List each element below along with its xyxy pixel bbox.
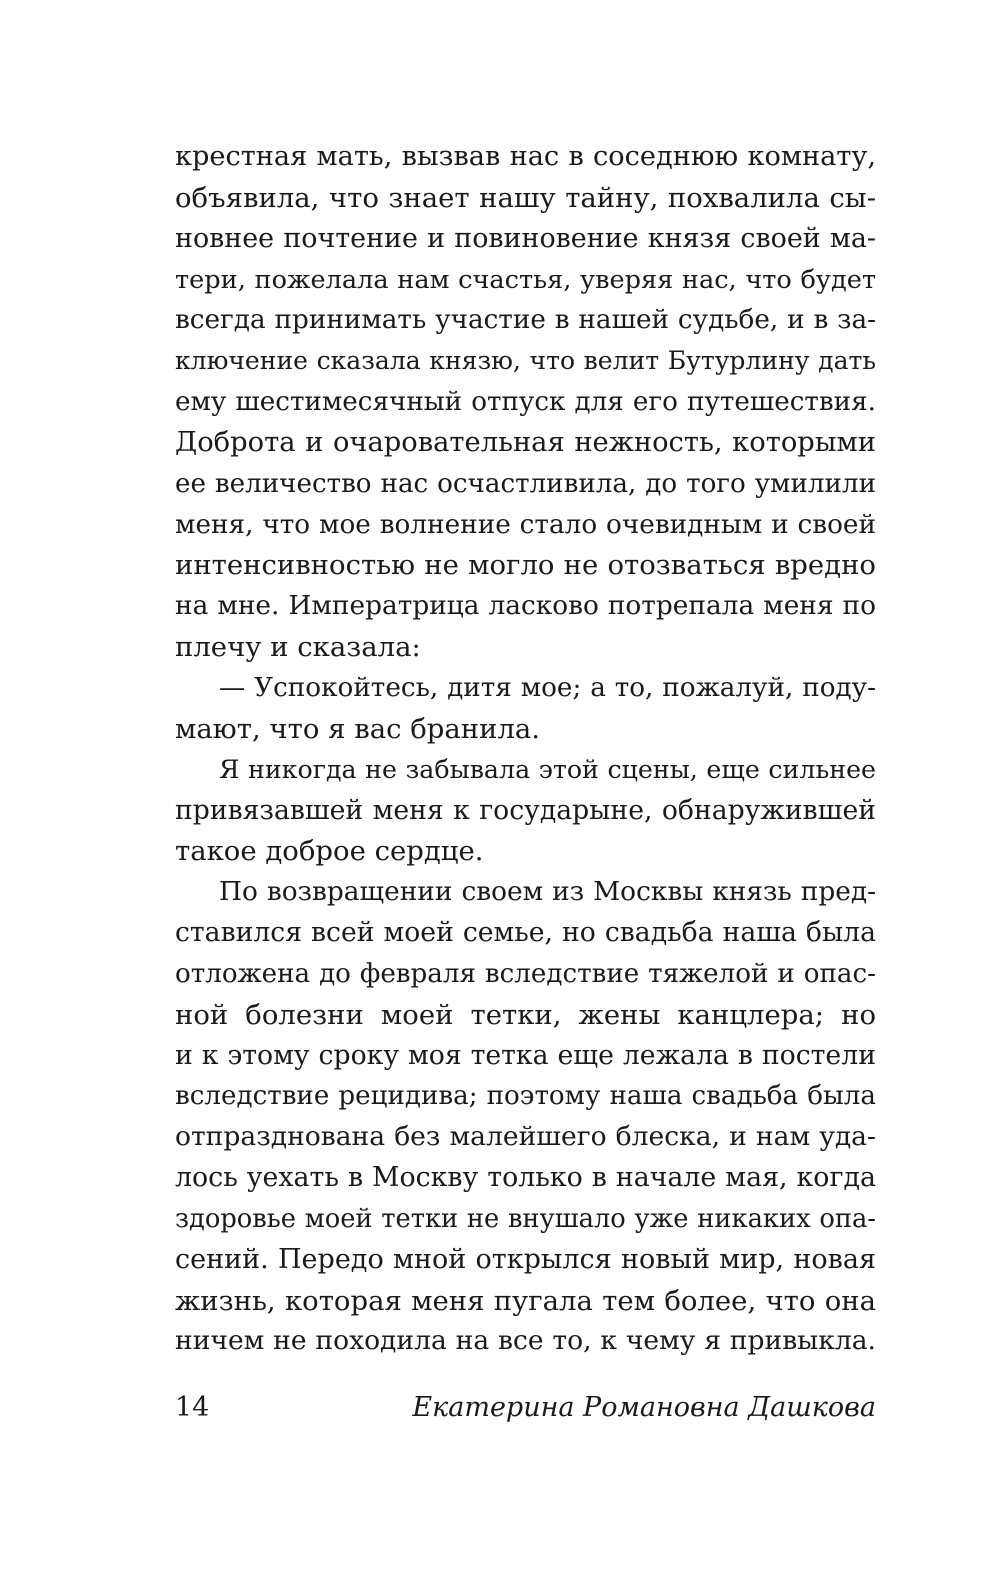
text-line: лось уехать в Москву только в начале мая, когда [175,1162,876,1194]
text-line: меня, что мое волнение стало очевидным и своей [175,509,876,540]
dialogue-line: — Успокойтесь, дитя мое; а то, пожалуй, поду- [219,672,876,703]
page-footer [175,1388,876,1428]
paragraph-start-line: По возвращении своем из Москвы князь пред- [219,876,876,908]
text-line: объявила, что знает нашу тайну, похвалила сы- [175,181,876,214]
text-line: здоровье моей тетки не внушало уже никаких опа- [175,1203,876,1234]
text-line: ничем не походила на все то, к чему я привыкла. [175,1325,876,1357]
text-line: жизнь, которая меня пугала тем более, что она [175,1284,876,1317]
text-line: вследствие рецидива; поэтому наша свадьба была [175,1081,876,1112]
text-line: мают, что я вас бранила. [175,712,541,745]
text-line: тери, пожелала нам счастья, уверяя нас, что будет [175,264,876,295]
text-line: ключение сказала князю, что велит Бутурлину дать [175,346,876,376]
text-line: ее величество нас осчастливила, до того умилили [175,468,876,499]
running-footer-author: Екатерина Романовна Дашкова [412,1392,876,1423]
text-line: интенсивностью не могло не отозваться вредно [175,549,876,582]
text-line: ной болезни моей тетки, жены канцлера; но [175,998,876,1031]
text-line: на мне. Императрица ласково потрепала меня по [175,591,876,622]
text-line: новнее почтение и повиновение князя своей ма- [175,222,876,254]
text-line: отпразднована без малейшего блеска, и нам уда- [175,1121,876,1153]
text-line: такое доброе сердце. [175,835,484,868]
text-line: и к этому сроку моя тетка еще лежала в постели [175,1039,876,1071]
text-line: ставился всей моей семье, но свадьба наша была [175,917,876,949]
text-line: привязавшей меня к государыне, обнаружившей [175,794,876,826]
text-line: плечу и сказала: [175,631,421,664]
body-text [175,137,876,1362]
page-number: 14 [175,1392,210,1423]
text-line: отложена до февраля вследствие тяжелой и опас- [175,958,876,989]
text-line: Доброта и очаровательная нежность, которыми [175,426,876,458]
text-line: ему шестимесячный отпуск для его путешествия. [175,387,876,418]
text-line: сений. Передо мной открылся новый мир, новая [175,1243,876,1275]
text-line: крестная мать, вызвав нас в соседнюю комнату, [175,141,876,172]
text-line: всегда принимать участие в нашей судьбе, и в за- [175,305,876,336]
paragraph-start-line: Я никогда не забывала этой сцены, еще сильнее [219,754,876,784]
